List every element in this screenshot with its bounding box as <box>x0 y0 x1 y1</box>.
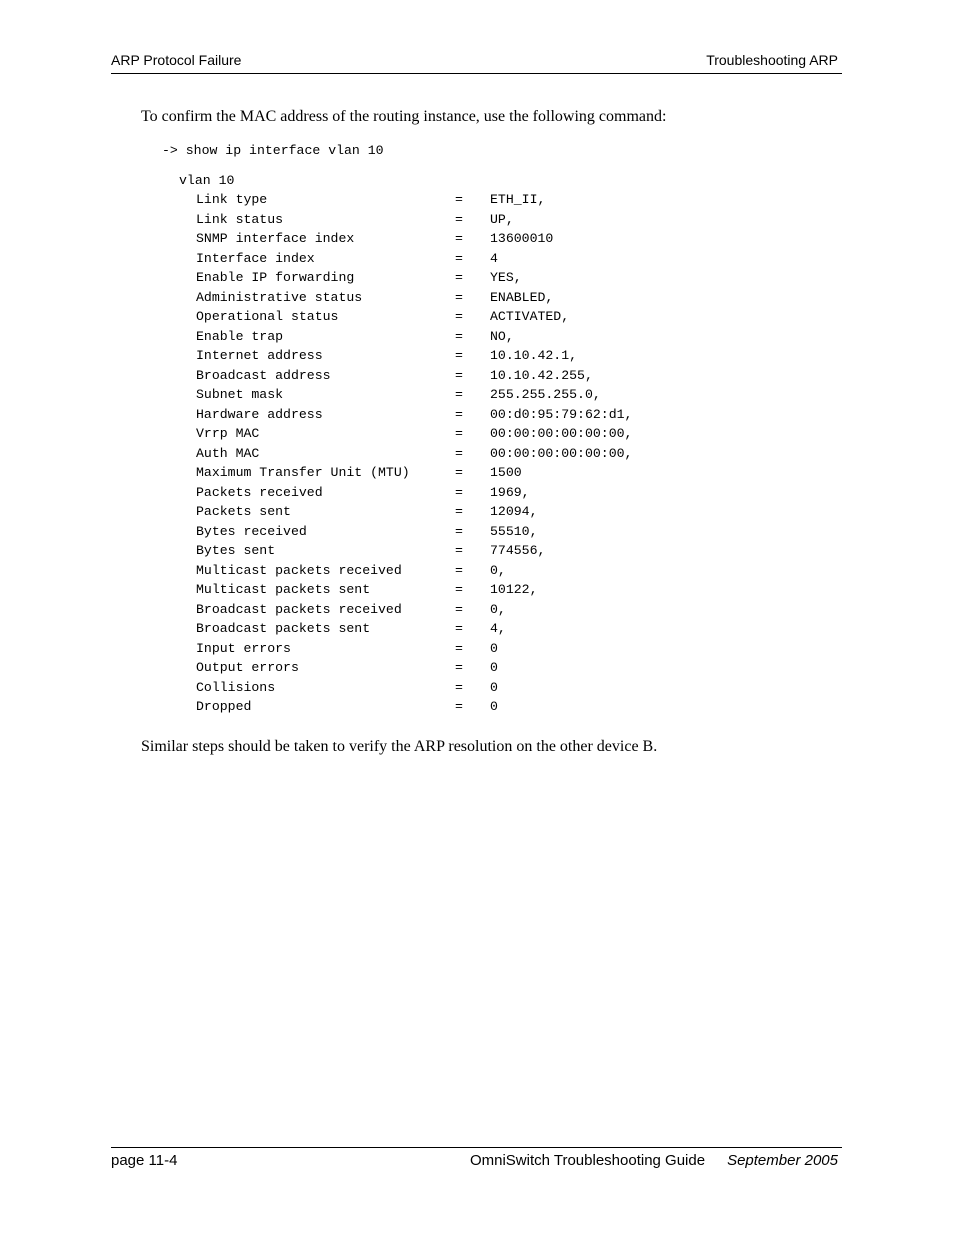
row-label: Collisions <box>196 679 276 695</box>
row-label: Enable IP forwarding <box>196 270 355 285</box>
row-equals: = <box>455 387 463 402</box>
row-value: NO, <box>490 328 514 344</box>
row-value: YES, <box>490 270 522 285</box>
row-equals: = <box>455 367 463 383</box>
row-equals: = <box>455 601 463 617</box>
row-equals: = <box>455 328 463 344</box>
row-value: 1969, <box>490 484 530 500</box>
row-equals: = <box>455 465 463 480</box>
row-equals: = <box>455 582 463 597</box>
row-equals: = <box>455 445 463 461</box>
row-value: ACTIVATED, <box>490 309 570 324</box>
row-label: Output errors <box>196 660 299 675</box>
publication-date: September 2005 <box>727 1152 838 1169</box>
row-value: 12094, <box>490 504 538 519</box>
row-equals: = <box>455 289 463 305</box>
row-equals: = <box>455 348 463 363</box>
row-equals: = <box>455 504 463 519</box>
row-value: 0 <box>490 679 498 695</box>
row-label: Broadcast address <box>196 367 331 383</box>
row-equals: = <box>455 426 463 441</box>
intro-paragraph: To confirm the MAC address of the routing instance, use the following command: <box>141 108 667 125</box>
row-value: 0 <box>490 660 498 675</box>
row-equals: = <box>455 699 463 714</box>
row-value: 4 <box>490 250 498 266</box>
row-equals: = <box>455 309 463 324</box>
row-label: Internet address <box>196 348 323 363</box>
header-chapter-title: Troubleshooting ARP <box>706 52 838 68</box>
row-label: Enable trap <box>196 328 284 344</box>
row-label: Auth MAC <box>196 445 260 461</box>
row-value: 255.255.255.0, <box>490 387 601 402</box>
row-value: 55510, <box>490 523 538 539</box>
row-value: 10.10.42.1, <box>490 348 578 363</box>
row-equals: = <box>455 484 463 500</box>
row-equals: = <box>455 621 463 636</box>
row-value: 00:00:00:00:00:00, <box>490 426 633 441</box>
row-label: Multicast packets received <box>196 562 402 578</box>
row-label: Vrrp MAC <box>196 426 260 441</box>
row-label: Maximum Transfer Unit (MTU) <box>196 465 410 480</box>
row-label: Subnet mask <box>196 387 284 402</box>
row-label: Packets sent <box>196 504 291 519</box>
row-label: Hardware address <box>196 406 323 422</box>
row-value: 10122, <box>490 582 538 597</box>
row-value: 13600010 <box>490 231 554 246</box>
row-equals: = <box>455 660 463 675</box>
footer-guide-info <box>470 1152 838 1169</box>
row-label: Dropped <box>196 699 252 714</box>
row-label: Administrative status <box>196 289 363 305</box>
row-value: ETH_II, <box>490 192 546 207</box>
row-value: 00:d0:95:79:62:d1, <box>490 406 633 422</box>
row-label: Broadcast packets sent <box>196 621 371 636</box>
page-footer <box>111 1147 842 1174</box>
guide-title: OmniSwitch Troubleshooting Guide <box>469 1152 706 1169</box>
row-value: 774556, <box>490 543 546 558</box>
row-value: 0 <box>490 640 498 656</box>
row-equals: = <box>455 192 463 207</box>
row-label: SNMP interface index <box>196 231 355 246</box>
row-label: Broadcast packets received <box>196 601 402 617</box>
cli-command: -> show ip interface vlan 10 <box>162 143 384 158</box>
row-label: Link status <box>196 211 284 227</box>
row-value: 10.10.42.255, <box>490 367 593 383</box>
row-value: 00:00:00:00:00:00, <box>490 445 633 461</box>
row-value: UP, <box>490 211 514 227</box>
row-value: 0, <box>490 601 506 617</box>
row-equals: = <box>455 523 463 539</box>
row-label: Link type <box>196 192 268 207</box>
row-value: 1500 <box>490 465 522 480</box>
row-value: 4, <box>490 621 506 636</box>
row-equals: = <box>455 270 463 285</box>
row-equals: = <box>455 211 463 227</box>
row-equals: = <box>455 640 463 656</box>
row-value: 0 <box>490 699 498 714</box>
row-equals: = <box>455 250 463 266</box>
row-value: ENABLED, <box>490 289 554 305</box>
row-label: Interface index <box>196 250 315 266</box>
vlan-name: vlan 10 <box>179 173 235 188</box>
row-label: Operational status <box>196 309 339 324</box>
closing-paragraph: Similar steps should be taken to verify the ARP resolution on the other device B. <box>141 738 658 755</box>
row-equals: = <box>455 543 463 558</box>
row-label: Bytes sent <box>196 543 276 558</box>
row-equals: = <box>455 562 463 578</box>
row-equals: = <box>455 406 463 422</box>
row-label: Bytes received <box>196 523 307 539</box>
header-section-title: ARP Protocol Failure <box>111 52 242 68</box>
row-label: Packets received <box>196 484 323 500</box>
page-number: page 11-4 <box>111 1152 178 1169</box>
page-header <box>111 51 842 74</box>
row-label: Multicast packets sent <box>196 582 371 597</box>
row-label: Input errors <box>196 640 291 656</box>
row-value: 0, <box>490 562 506 578</box>
row-equals: = <box>455 231 463 246</box>
row-equals: = <box>455 679 463 695</box>
